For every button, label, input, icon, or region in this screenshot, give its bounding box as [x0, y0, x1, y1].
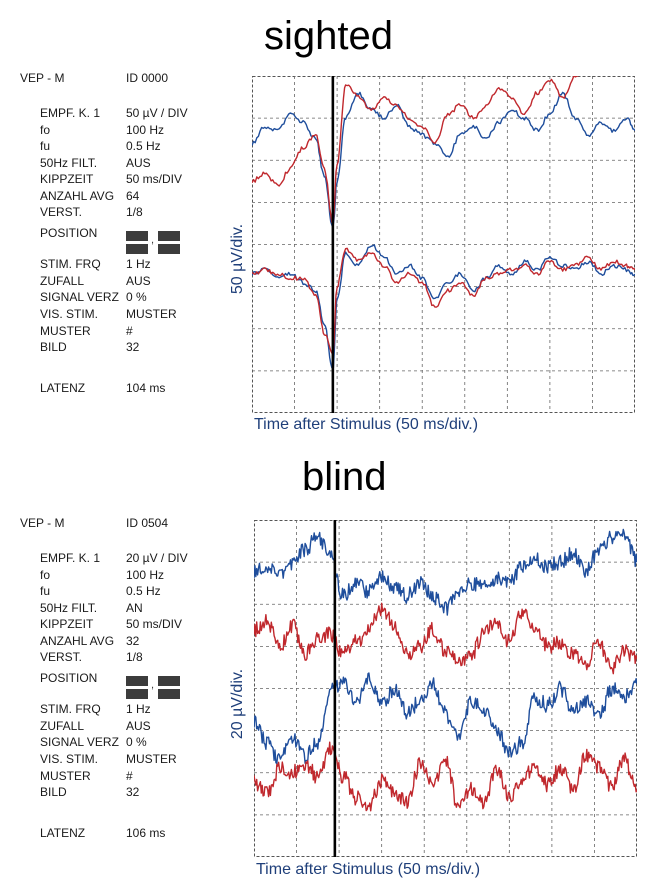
- param-label: MUSTER: [40, 324, 91, 338]
- param-table: VEP - M ID 0000 EMPF. K. 1 50 µV / DIV fo 100 Hz fu 0.5 Hz 50Hz FILT. AUS KIPPZEIT 50 ms/DIV ANZAHL AVG 64 VERST. 1/8 POSITION , STIM. FRQ 1 Hz ZUFALL AUS SIGNAL VERZ 0 % VIS. STIM. MUSTER MUSTER # BILD 32 LATENZ 104 ms: [20, 71, 188, 395]
- param-value: 50 ms/DIV: [126, 172, 183, 186]
- param-label: EMPF. K. 1: [40, 551, 101, 565]
- param-label: fu: [40, 584, 51, 598]
- param-label: ZUFALL: [40, 274, 85, 288]
- vep-plot-svg: [254, 520, 637, 857]
- param-label: 50Hz FILT.: [40, 601, 98, 615]
- param-value: #: [126, 769, 133, 783]
- param-label: SIGNAL VERZ: [40, 735, 119, 749]
- param-label: SIGNAL VERZ: [40, 290, 119, 304]
- param-label: VERST.: [40, 205, 83, 219]
- param-value: ID 0504: [126, 516, 169, 530]
- x-axis-label: Time after Stimulus (50 ms/div.): [254, 416, 479, 433]
- param-value: 50 ms/DIV: [126, 617, 183, 631]
- param-label: STIM. FRQ: [40, 702, 101, 716]
- param-label: fo: [40, 568, 51, 582]
- param-label: VEP - M: [20, 516, 65, 530]
- param-value: 1/8: [126, 205, 143, 219]
- param-value: 0.5 Hz: [126, 584, 161, 598]
- y-axis-label: 50 µV/div.: [229, 223, 246, 295]
- param-value: 1 Hz: [126, 702, 151, 716]
- param-value: 20 µV / DIV: [126, 551, 188, 565]
- param-value: 0 %: [126, 290, 147, 304]
- param-value: AUS: [126, 719, 151, 733]
- trace-2: [254, 603, 637, 673]
- param-label: EMPF. K. 1: [40, 106, 101, 120]
- param-value: MUSTER: [126, 307, 177, 321]
- param-label: LATENZ: [40, 826, 86, 840]
- param-value: AUS: [126, 274, 151, 288]
- param-value: 1 Hz: [126, 257, 151, 271]
- param-label: ANZAHL AVG: [40, 189, 115, 203]
- param-value: 32: [126, 340, 140, 354]
- param-value: 32: [126, 634, 140, 648]
- param-label: LATENZ: [40, 381, 86, 395]
- param-label: BILD: [40, 785, 67, 799]
- chart-title: sighted: [264, 14, 393, 58]
- param-label: VIS. STIM.: [40, 752, 99, 766]
- param-value: 100 Hz: [126, 123, 165, 137]
- param-label: KIPPZEIT: [40, 617, 94, 631]
- trace-1: [254, 529, 637, 615]
- param-label: ZUFALL: [40, 719, 85, 733]
- x-axis-label: Time after Stimulus (50 ms/div.): [256, 861, 481, 878]
- chart-title: blind: [302, 455, 387, 499]
- param-label: POSITION: [40, 226, 98, 240]
- param-value: 106 ms: [126, 826, 166, 840]
- param-label: fo: [40, 123, 51, 137]
- vep-plot: [254, 520, 637, 857]
- param-label: VEP - M: [20, 71, 65, 85]
- trace-3: [254, 673, 637, 763]
- param-value: AN: [126, 601, 143, 615]
- param-value: 32: [126, 785, 140, 799]
- panel-blind: [0, 445, 650, 890]
- param-table: VEP - M ID 0504 EMPF. K. 1 20 µV / DIV fo 100 Hz fu 0.5 Hz 50Hz FILT. AN KIPPZEIT 50 ms/DIV ANZAHL AVG 32 VERST. 1/8 POSITION , STIM. FRQ 1 Hz ZUFALL AUS SIGNAL VERZ 0 % VIS. STIM. MUSTER MUSTER # BILD 32 LATENZ 106 ms: [20, 516, 188, 840]
- param-label: POSITION: [40, 671, 98, 685]
- param-value: 1/8: [126, 650, 143, 664]
- param-label: VIS. STIM.: [40, 307, 99, 321]
- y-axis-label: 20 µV/div.: [229, 668, 246, 740]
- param-value: 64: [126, 189, 140, 203]
- vep-plot-svg: [252, 76, 635, 413]
- param-value: ID 0000: [126, 71, 169, 85]
- param-value: 0.5 Hz: [126, 139, 161, 153]
- vep-plot: [252, 76, 635, 413]
- param-label: KIPPZEIT: [40, 172, 94, 186]
- param-value: MUSTER: [126, 752, 177, 766]
- trace-2: [252, 76, 635, 222]
- param-value: 100 Hz: [126, 568, 165, 582]
- param-label: BILD: [40, 340, 67, 354]
- param-value: 104 ms: [126, 381, 166, 395]
- param-label: fu: [40, 139, 51, 153]
- trace-4: [252, 248, 635, 354]
- param-value: #: [126, 324, 133, 338]
- param-label: ANZAHL AVG: [40, 634, 115, 648]
- param-value: 50 µV / DIV: [126, 106, 188, 120]
- param-label: MUSTER: [40, 769, 91, 783]
- param-label: VERST.: [40, 650, 83, 664]
- param-value: AUS: [126, 156, 151, 170]
- param-value: 0 %: [126, 735, 147, 749]
- param-label: STIM. FRQ: [40, 257, 101, 271]
- param-label: 50Hz FILT.: [40, 156, 98, 170]
